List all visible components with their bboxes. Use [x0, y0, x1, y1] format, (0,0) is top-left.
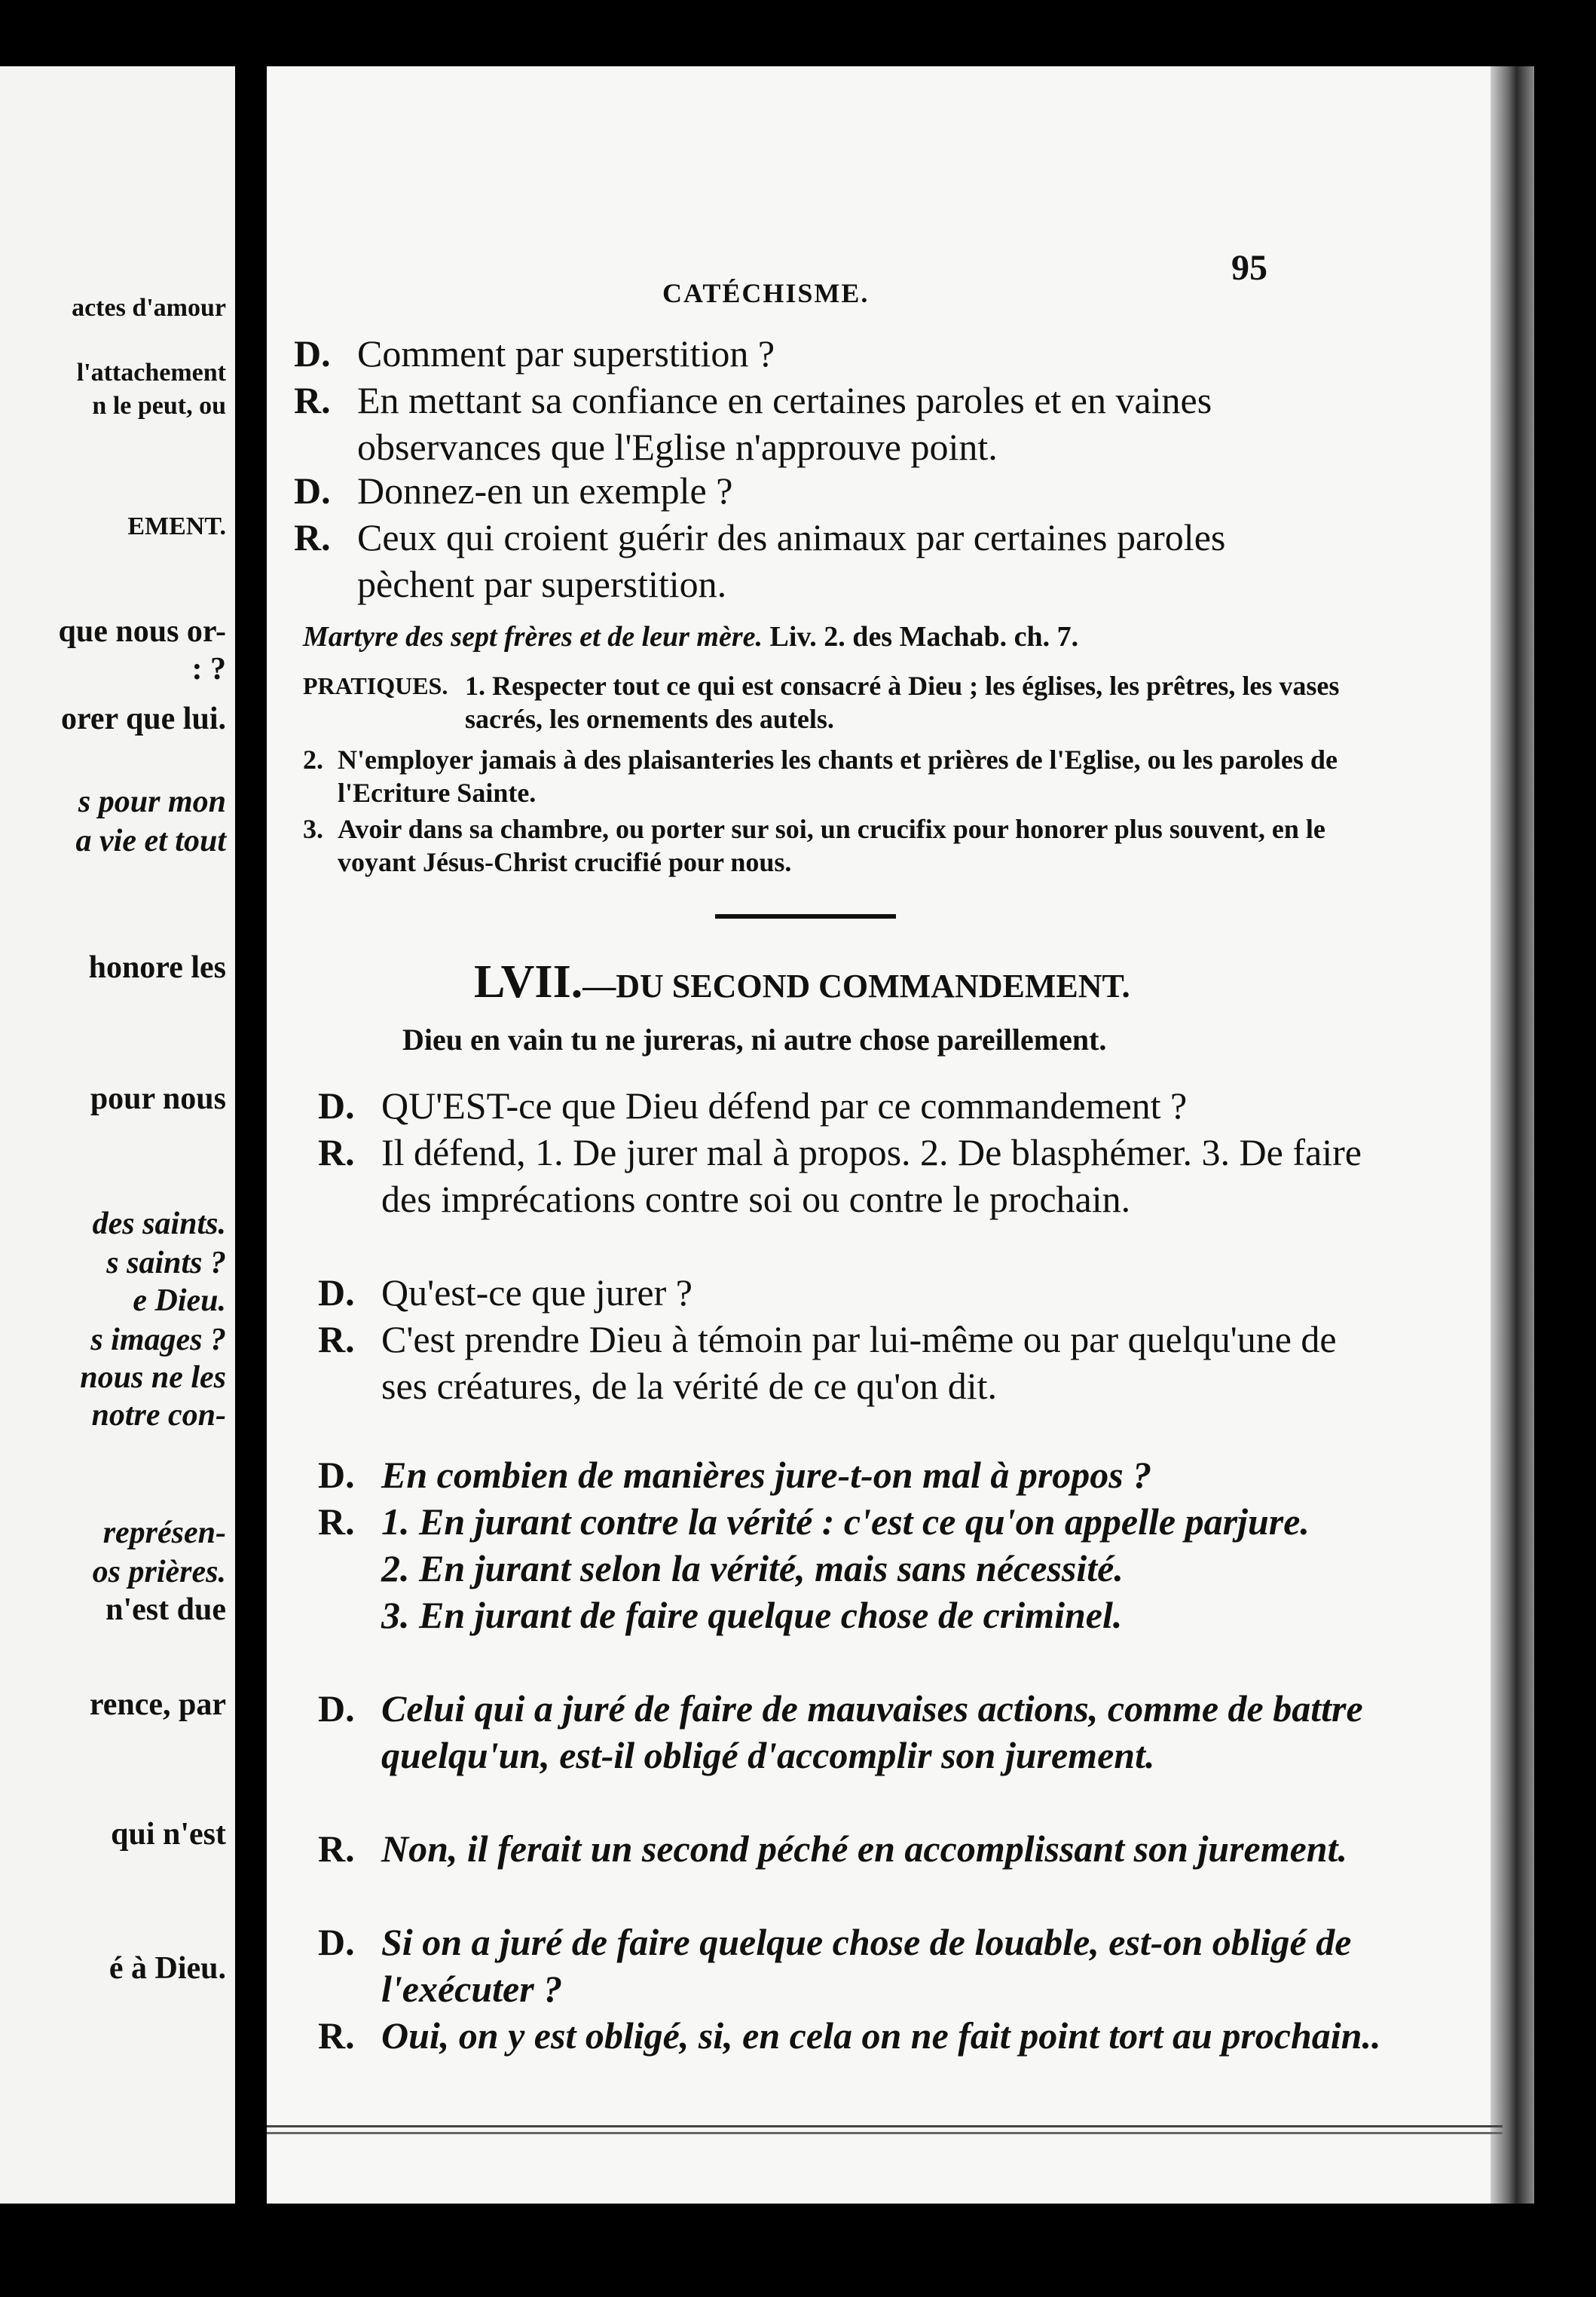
qa-text: En combien de manières jure-t-on mal à propos ? [381, 1454, 1152, 1496]
left-text-fragment: s saints ? [106, 1246, 226, 1280]
pratique-body: N'employer jamais à des plaisanteries les chants et prières de l'Eglise, ou les paroles de l'Ecriture Sainte. [338, 745, 1338, 808]
qa-text: Donnez-en un exemple ? [357, 469, 733, 512]
qa-key: D. [318, 1454, 355, 1496]
qa-key: D. [294, 332, 331, 375]
section-motto: Dieu en vain tu ne jureras, ni autre chose pareillement. [402, 1023, 1107, 1057]
left-text-fragment: pour nous [90, 1081, 226, 1116]
qa-key: D. [318, 1084, 355, 1127]
left-text-fragment: notre con- [91, 1398, 226, 1433]
pratiques-label: PRATIQUES. [303, 672, 448, 699]
pratique-body: Avoir dans sa chambre, ou porter sur soi, un crucifix pour honorer plus souvent, en le voyant Jésus-Christ crucifié pour nous. [338, 814, 1325, 877]
section-number: LVII. [474, 956, 583, 1008]
answer [294, 377, 1319, 470]
question [318, 1269, 1388, 1316]
left-text-fragment: é à Dieu. [109, 1951, 226, 1986]
qa-key: D. [318, 1271, 355, 1314]
qa-key: D. [318, 1687, 355, 1730]
martyre-title: Martyre des sept frères et de leur mère. [303, 621, 763, 653]
left-text-fragment: e Dieu. [133, 1283, 226, 1318]
qa-text: Il défend, 1. De jurer mal à propos. 2. De blasphémer. 3. De faire des imprécations contre soi ou contre le prochain. [381, 1131, 1362, 1220]
left-text-fragment: a vie et tout [75, 824, 226, 858]
left-text-fragment: l'attachement [76, 359, 226, 387]
question [294, 467, 1349, 514]
answer [318, 1825, 1403, 1872]
page-number: 95 [1231, 248, 1267, 288]
pratique-item [303, 669, 1358, 736]
answer [318, 1129, 1388, 1222]
left-text-fragment: n le peut, ou [92, 392, 226, 420]
qa-key: R. [318, 1828, 355, 1870]
qa-key: R. [318, 1131, 355, 1173]
question [318, 1451, 1403, 1498]
left-text-fragment: rence, par [89, 1687, 226, 1722]
qa-text: QU'EST-ce que Dieu défend par ce commandement ? [381, 1084, 1188, 1127]
qa-key: R. [294, 516, 331, 558]
pratique-key: 2. [303, 745, 323, 775]
question [294, 330, 1349, 377]
answer [318, 1498, 1403, 1638]
left-text-fragment: honore les [88, 950, 226, 985]
left-page [0, 66, 235, 2204]
pratique-key: 1. [465, 671, 485, 701]
left-text-fragment: s images ? [90, 1323, 226, 1357]
martyre-source: Liv. 2. des Machab. ch. 7. [769, 621, 1079, 653]
qa-text: Ceux qui croient guérir des animaux par certaines paroles pèchent par superstition. [357, 516, 1226, 605]
pratique-item [303, 743, 1358, 809]
left-text-fragment: représen- [102, 1516, 226, 1550]
left-text-fragment: os prières. [92, 1555, 226, 1589]
martyre-reference [303, 620, 1078, 653]
section-divider [715, 914, 896, 919]
left-text-fragment: s pour mon [78, 785, 226, 819]
section-heading: —DU SECOND COMMANDEMENT. [582, 968, 1130, 1005]
section-title [474, 956, 1130, 1009]
left-text-fragment: des saints. [92, 1207, 226, 1241]
answer [294, 514, 1319, 607]
qa-text: Celui qui a juré de faire de mauvaises actions, comme de battre quelqu'un, est-il obligé d'accomplir son jurement. [381, 1687, 1363, 1776]
sub-item: 3. En jurant de faire quelque chose de criminel. [381, 1594, 1123, 1636]
qa-text: Comment par superstition ? [357, 332, 775, 375]
running-header: CATÉCHISME. [662, 278, 870, 308]
pratique-key: 3. [303, 814, 323, 844]
right-page [267, 66, 1509, 2204]
qa-key: D. [318, 1921, 355, 1963]
left-text-fragment: n'est due [105, 1592, 226, 1627]
question [318, 1082, 1388, 1129]
pratique-item [303, 812, 1358, 879]
qa-text: 1. En jurant contre la vérité : c'est ce qu'on appelle parjure. [381, 1500, 1310, 1543]
left-text-fragment: EMENT. [127, 512, 226, 540]
question [318, 1685, 1403, 1779]
page-bottom-rule [267, 2125, 1503, 2134]
question [318, 1919, 1403, 2012]
pratique-body: Respecter tout ce qui est consacré à Dieu ; les églises, les prêtres, les vases sacrés, les ornements des autels. [465, 671, 1340, 734]
qa-key: R. [318, 2014, 355, 2057]
book-edge [1491, 66, 1534, 2204]
qa-text: Oui, on y est obligé, si, en cela on ne fait point tort au prochain.. [381, 2014, 1381, 2057]
answer [318, 1316, 1388, 1409]
answer [318, 2012, 1403, 2059]
qa-text: C'est prendre Dieu à témoin par lui-même ou par quelqu'une de ses créatures, de la vérité de ce qu'on dit. [381, 1318, 1337, 1407]
left-text-fragment: : ? [191, 652, 226, 687]
qa-text: En mettant sa confiance en certaines paroles et en vaines observances que l'Eglise n'approuve point. [357, 379, 1212, 468]
left-text-fragment: nous ne les [80, 1360, 226, 1395]
left-text-fragment: que nous or- [58, 614, 226, 649]
qa-text: Qu'est-ce que jurer ? [381, 1271, 693, 1314]
qa-key: R. [318, 1318, 355, 1360]
left-text-fragment: actes d'amour [72, 294, 226, 322]
qa-text: Non, il ferait un second péché en accomplissant son jurement. [381, 1828, 1348, 1870]
qa-key: R. [318, 1500, 355, 1543]
qa-text: Si on a juré de faire quelque chose de louable, est-on obligé de l'exécuter ? [381, 1921, 1352, 2010]
qa-key: R. [294, 379, 331, 421]
left-text-fragment: qui n'est [111, 1817, 226, 1852]
left-text-fragment: orer que lui. [61, 702, 226, 736]
page-gutter [235, 66, 267, 2204]
qa-key: D. [294, 469, 331, 512]
sub-item: 2. En jurant selon la vérité, mais sans nécessité. [381, 1547, 1124, 1589]
pratique-text [465, 669, 1358, 736]
